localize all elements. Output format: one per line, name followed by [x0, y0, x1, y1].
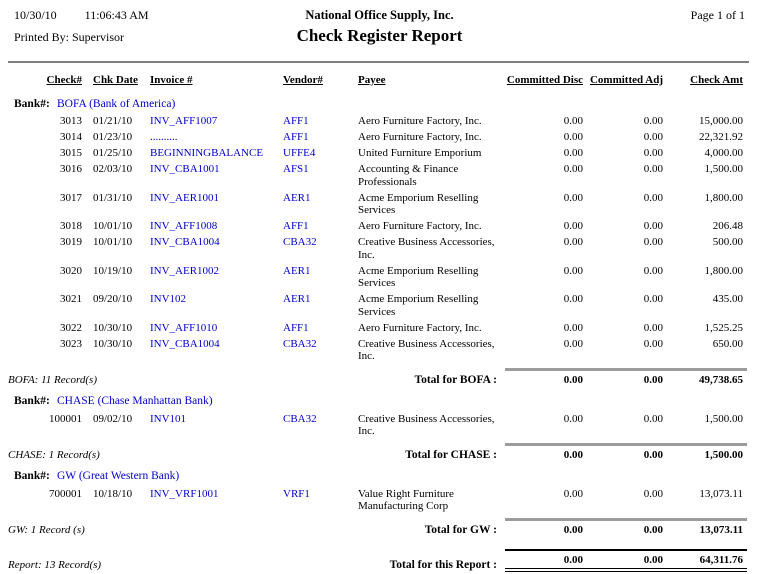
bank-name-link[interactable]: GW (Great Western Bank): [57, 470, 180, 482]
committed-adj-amount: 0.00: [643, 293, 663, 305]
bank-header-row: [0, 392, 759, 409]
bank-name-link[interactable]: CHASE (Chase Manhattan Bank): [57, 395, 213, 407]
committed-disc-amount: 0.00: [563, 293, 583, 305]
vendor-number-link[interactable]: AFF1: [283, 131, 309, 143]
check-row: [0, 409, 759, 438]
check-date: 10/30/10: [93, 337, 133, 350]
bank-check-rows: [0, 484, 759, 513]
invoice-number-link[interactable]: INV_AFF1010: [150, 321, 218, 334]
bank-total-label: Total for BOFA :: [414, 373, 497, 386]
col-check-amt: Check Amt: [690, 74, 743, 86]
check-row: [0, 144, 759, 160]
committed-disc-amount: 0.00: [563, 220, 583, 232]
payee-name: Creative Business Accessories, Inc.: [358, 236, 495, 261]
printed-by: Printed By: Supervisor: [14, 30, 124, 44]
committed-adj-amount: 0.00: [643, 115, 663, 127]
committed-disc-amount: 0.00: [563, 321, 583, 334]
bank-total-committed-disc: 0.00: [505, 368, 587, 387]
committed-disc-amount: 0.00: [563, 191, 583, 204]
invoice-number-link[interactable]: INV101: [150, 412, 187, 425]
committed-disc-amount: 0.00: [563, 147, 583, 159]
payee-name: Aero Furniture Factory, Inc.: [358, 220, 482, 232]
payee-name: Creative Business Accessories, Inc.: [358, 412, 495, 437]
committed-disc-amount: 0.00: [563, 163, 583, 175]
bank-number-label: Bank#:: [14, 470, 50, 482]
vendor-number-link[interactable]: UFFE4: [283, 147, 316, 159]
vendor-number-link[interactable]: CBA32: [283, 236, 317, 248]
invoice-number-link[interactable]: INV_CBA1004: [150, 236, 220, 248]
committed-adj-amount: 0.00: [643, 131, 663, 143]
bank-number-label: Bank#:: [14, 97, 50, 110]
table-header-row: [0, 74, 759, 91]
check-amount: 1,800.00: [704, 264, 743, 277]
bank-check-rows: [0, 409, 759, 438]
bank-total-check-amt: 13,073.11: [667, 518, 747, 537]
payee-name: United Furniture Emporium: [358, 147, 482, 159]
invoice-number-link[interactable]: INV_VRF1001: [150, 487, 219, 500]
invoice-number-link[interactable]: INV_AER1002: [150, 264, 220, 277]
check-date: 02/03/10: [93, 163, 133, 175]
print-time: 11:06:43 AM: [84, 8, 149, 22]
print-date: 10/30/10: [14, 8, 57, 22]
payee-name: Accounting & Finance Professionals: [358, 163, 459, 188]
bank-total-committed-disc: 0.00: [505, 443, 587, 462]
company-name: National Office Supply, Inc.: [305, 8, 454, 22]
invoice-number-link[interactable]: INV_AER1001: [150, 191, 220, 204]
committed-adj-amount: 0.00: [643, 236, 663, 248]
check-amount: 500.00: [712, 236, 743, 248]
header-divider: [8, 61, 749, 63]
payee-name: Acme Emporium Reselling Services: [358, 293, 479, 318]
bank-total-row: [0, 441, 759, 464]
committed-disc-amount: 0.00: [563, 131, 583, 143]
bank-total-row: [0, 366, 759, 389]
invoice-number-link[interactable]: INV_CBA1004: [150, 337, 220, 350]
check-number: 3017: [60, 191, 82, 204]
bank-record-count: GW: 1 Record (s): [8, 523, 85, 536]
check-number: 3016: [60, 163, 82, 175]
committed-adj-amount: 0.00: [643, 412, 663, 425]
check-date: 10/01/10: [93, 236, 133, 248]
payee-name: Value Right Furniture Manufacturing Corp: [358, 487, 454, 512]
check-number: 3023: [60, 337, 82, 350]
check-row: [0, 217, 759, 233]
payee-name: Acme Emporium Reselling Services: [358, 191, 479, 216]
check-amount: 435.00: [712, 293, 743, 305]
vendor-number-link[interactable]: AFF1: [283, 321, 309, 334]
report-total-check-amt: 64,311.76: [667, 549, 747, 572]
col-invoice-number: Invoice #: [150, 74, 193, 86]
bank-total-committed-adj: 0.00: [587, 443, 667, 462]
check-number: 3022: [60, 321, 82, 334]
vendor-number-link[interactable]: AFF1: [283, 220, 309, 232]
check-date: 10/01/10: [93, 220, 133, 232]
bank-record-count: BOFA: 11 Record(s): [8, 373, 97, 386]
payee-name: Aero Furniture Factory, Inc.: [358, 115, 482, 127]
payee-name: Creative Business Accessories, Inc.: [358, 337, 495, 362]
vendor-number-link[interactable]: AFS1: [283, 163, 309, 175]
bank-section: [0, 95, 759, 389]
payee-name: Aero Furniture Factory, Inc.: [358, 131, 482, 143]
bank-header-row: [0, 95, 759, 112]
check-date: 01/31/10: [93, 191, 133, 204]
check-row: [0, 160, 759, 189]
col-payee: Payee: [358, 74, 386, 86]
committed-adj-amount: 0.00: [643, 163, 663, 175]
committed-disc-amount: 0.00: [563, 115, 583, 127]
check-date: 10/18/10: [93, 487, 133, 500]
col-check-number: Check#: [46, 74, 82, 86]
report-record-count: Report: 13 Record(s): [8, 559, 102, 571]
check-row: [0, 290, 759, 319]
invoice-number-link[interactable]: INV_CBA1001: [150, 163, 220, 175]
committed-disc-amount: 0.00: [563, 236, 583, 248]
vendor-number-link[interactable]: VRF1: [283, 487, 310, 500]
check-amount: 1,500.00: [704, 412, 743, 425]
bank-total-label: Total for GW :: [424, 523, 497, 536]
committed-adj-amount: 0.00: [643, 264, 663, 277]
check-amount: 650.00: [712, 337, 743, 350]
col-chk-date: Chk Date: [93, 74, 138, 86]
check-number: 700001: [49, 487, 82, 500]
committed-disc-amount: 0.00: [563, 264, 583, 277]
invoice-number-link[interactable]: INV_AFF1008: [150, 220, 218, 232]
check-number: 100001: [49, 412, 82, 425]
page-indicator: Page 1 of 1: [690, 8, 745, 22]
report-total-label: Total for this Report :: [389, 559, 497, 571]
report-body: [0, 95, 759, 539]
invoice-number-link[interactable]: INV102: [150, 293, 187, 305]
check-row: [0, 261, 759, 290]
check-row: [0, 112, 759, 128]
col-committed-adj: Committed Adj: [589, 74, 663, 86]
check-amount: 22,321.92: [699, 131, 743, 143]
check-row: [0, 188, 759, 217]
vendor-number-link[interactable]: AER1: [283, 293, 311, 305]
check-date: 10/19/10: [93, 264, 133, 277]
report-title: Check Register Report: [296, 26, 463, 45]
check-date: 01/25/10: [93, 147, 133, 159]
vendor-number-link[interactable]: AER1: [283, 264, 311, 277]
check-date: 09/02/10: [93, 412, 133, 425]
report-total-row: [0, 547, 759, 574]
check-amount: 206.48: [712, 220, 743, 232]
bank-total-committed-disc: 0.00: [505, 518, 587, 537]
committed-disc-amount: 0.00: [563, 337, 583, 350]
committed-adj-amount: 0.00: [643, 321, 663, 334]
check-date: 10/30/10: [93, 321, 133, 334]
committed-adj-amount: 0.00: [643, 147, 663, 159]
check-number: 3015: [60, 147, 82, 159]
col-vendor-number: Vendor#: [283, 74, 323, 86]
bank-total-label: Total for CHASE :: [405, 448, 497, 461]
check-row: [0, 484, 759, 513]
check-number: 3020: [60, 264, 82, 277]
vendor-number-link[interactable]: CBA32: [283, 412, 317, 425]
check-number: 3018: [60, 220, 82, 232]
check-row: [0, 128, 759, 144]
committed-adj-amount: 0.00: [643, 220, 663, 232]
check-date: 01/23/10: [93, 131, 133, 143]
check-amount: 13,073.11: [699, 487, 743, 500]
bank-header-row: [0, 467, 759, 484]
report-total-committed-adj: 0.00: [587, 549, 667, 572]
check-amount: 15,000.00: [699, 115, 743, 127]
committed-adj-amount: 0.00: [643, 337, 663, 350]
committed-disc-amount: 0.00: [563, 487, 583, 500]
bank-total-check-amt: 49,738.65: [667, 368, 747, 387]
check-number: 3013: [60, 115, 82, 127]
payee-name: Acme Emporium Reselling Services: [358, 264, 479, 289]
check-number: 3021: [60, 293, 82, 305]
check-date: 09/20/10: [93, 293, 133, 305]
check-row: [0, 318, 759, 334]
vendor-number-link[interactable]: AER1: [283, 191, 311, 204]
check-amount: 4,000.00: [704, 147, 743, 159]
vendor-number-link[interactable]: CBA32: [283, 337, 317, 350]
check-date: 01/21/10: [93, 115, 133, 127]
check-row: [0, 334, 759, 363]
check-amount: 1,800.00: [704, 191, 743, 204]
check-row: [0, 233, 759, 262]
check-amount: 1,525.25: [704, 321, 743, 334]
bank-total-committed-adj: 0.00: [587, 368, 667, 387]
invoice-number-link[interactable]: INV_AFF1007: [150, 115, 218, 127]
bank-total-check-amt: 1,500.00: [667, 443, 747, 462]
bank-section: [0, 392, 759, 463]
payee-name: Aero Furniture Factory, Inc.: [358, 321, 482, 334]
col-committed-disc: Committed Disc: [506, 74, 583, 86]
bank-name-link[interactable]: BOFA (Bank of America): [57, 97, 176, 110]
vendor-number-link[interactable]: AFF1: [283, 115, 309, 127]
bank-total-row: [0, 516, 759, 539]
committed-adj-amount: 0.00: [643, 191, 663, 204]
check-amount: 1,500.00: [704, 163, 743, 175]
bank-section: [0, 467, 759, 538]
invoice-number-link[interactable]: BEGINNINGBALANCE: [150, 147, 264, 159]
invoice-number-link[interactable]: ..........: [150, 131, 178, 143]
check-number: 3014: [60, 131, 82, 143]
bank-total-committed-adj: 0.00: [587, 518, 667, 537]
bank-check-rows: [0, 112, 759, 363]
check-number: 3019: [60, 236, 82, 248]
bank-number-label: Bank#:: [14, 395, 50, 407]
report-total-committed-disc: 0.00: [505, 549, 587, 572]
bank-record-count: CHASE: 1 Record(s): [8, 448, 100, 461]
report-header: [0, 0, 759, 53]
committed-adj-amount: 0.00: [643, 487, 663, 500]
committed-disc-amount: 0.00: [563, 412, 583, 425]
